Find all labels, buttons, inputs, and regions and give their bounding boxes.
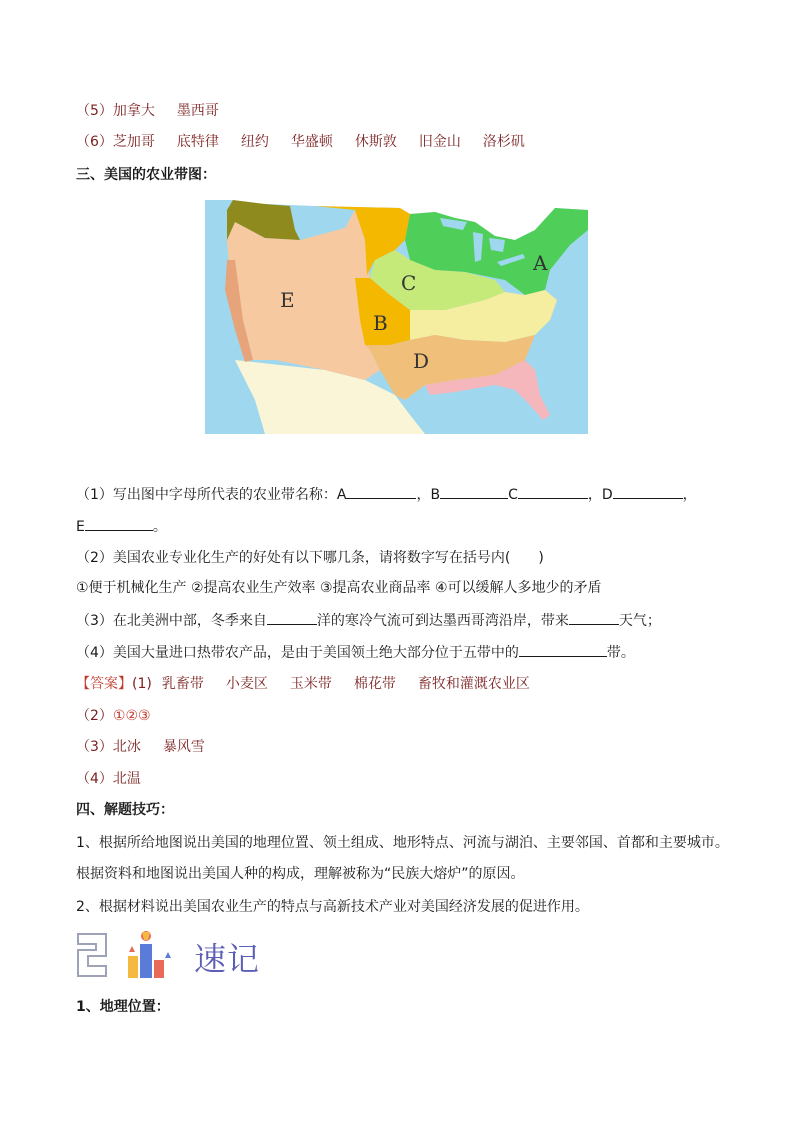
question-1: （1）写出图中字母所代表的农业带名称：A ，B C ，D ， xyxy=(76,484,697,505)
list-item: 底特律 xyxy=(176,134,219,150)
list-line-5 xyxy=(76,101,219,121)
question-2-options: ①便于机械化生产 ②提高农业生产效率 ③提高农业商品率 ④可以缓解人多地少的矛盾 xyxy=(76,580,602,596)
answer-4: （4）北温 xyxy=(76,771,141,787)
answer-blank-e xyxy=(85,516,153,531)
lake-huron xyxy=(489,238,505,252)
list-item: 玉米带 xyxy=(289,676,332,692)
list-item: 旧金山 xyxy=(418,134,461,150)
map-label-d: D xyxy=(413,349,430,373)
answer-blank-b xyxy=(440,484,508,499)
section-title: 1、地理位置： xyxy=(76,999,170,1015)
map-label-a: A xyxy=(533,251,548,275)
list-item: 墨西哥 xyxy=(176,103,219,119)
list-item: 华盛顿 xyxy=(290,134,333,150)
speed-memory-header xyxy=(76,926,276,982)
section-title: 四、解题技巧： xyxy=(76,802,174,818)
map-label-e: E xyxy=(280,288,295,312)
list-item: 畜牧和灌溉农业区 xyxy=(417,676,530,692)
list-item: 小麦区 xyxy=(225,676,268,692)
question-2: （2）美国农业专业化生产的好处有以下哪几条，请将数字写在括号内( ) xyxy=(76,550,544,566)
speed-memory-title: 速记 xyxy=(194,940,261,978)
list-item: 洛杉矶 xyxy=(482,134,525,150)
list-item: 休斯敦 xyxy=(354,134,397,150)
question-1-cont: E 。 xyxy=(76,516,167,537)
question-3: （3）在北美洲中部，冬季来自 洋的寒冷气流可到达墨西哥湾沿岸，带来 天气； xyxy=(76,610,661,631)
paragraph: 2、根据材料说出美国农业生产的特点与高新技术产业对美国经济发展的促进作用。 xyxy=(76,899,589,915)
answer-3: （3）北冰 暴风雪 xyxy=(76,739,205,755)
section-number-icon xyxy=(76,926,186,982)
answer-blank-c xyxy=(518,484,588,499)
map-label-b: B xyxy=(373,311,388,335)
answer-blank-d xyxy=(613,484,683,499)
paragraph: 1、根据所给地图说出美国的地理位置、领土组成、地形特点、河流与湖泊、主要邻国、首都和主要城市。 xyxy=(76,835,729,851)
answer-blank-weather xyxy=(569,610,619,625)
list-item: 乳畜带 xyxy=(161,676,204,692)
podium-icon xyxy=(128,956,138,978)
line-label: （6） xyxy=(76,134,113,150)
list-item: 北冰 xyxy=(112,739,141,755)
paragraph: 根据资料和地图说出美国人种的构成，理解被称为“民族大熔炉”的原因。 xyxy=(76,866,525,882)
list-item: 暴风雪 xyxy=(162,739,205,755)
answer-2: （2）①②③ xyxy=(76,708,151,724)
question-4: （4）美国大量进口热带农产品，是由于美国领土绝大部分位于五带中的 带。 xyxy=(76,642,635,663)
list-item: 加拿大 xyxy=(112,103,155,119)
line-label: （5） xyxy=(76,103,113,119)
answer-1: 【答案】(1) 乳畜带 小麦区 玉米带 棉花带 畜牧和灌溉农业区 xyxy=(76,676,530,692)
answer-label: 【答案】 xyxy=(76,676,132,692)
list-line-6 xyxy=(76,132,525,152)
answer-blank-zone xyxy=(519,642,607,657)
map-figure xyxy=(205,200,588,434)
answer-blank-a xyxy=(346,484,416,499)
section-title: 三、美国的农业带图： xyxy=(76,167,216,183)
list-item: 纽约 xyxy=(240,134,269,150)
answer-blank-ocean xyxy=(267,610,317,625)
agriculture-belt-map xyxy=(205,200,588,434)
map-label-c: C xyxy=(401,271,417,295)
list-item: 芝加哥 xyxy=(112,134,155,150)
list-item: 棉花带 xyxy=(353,676,396,692)
